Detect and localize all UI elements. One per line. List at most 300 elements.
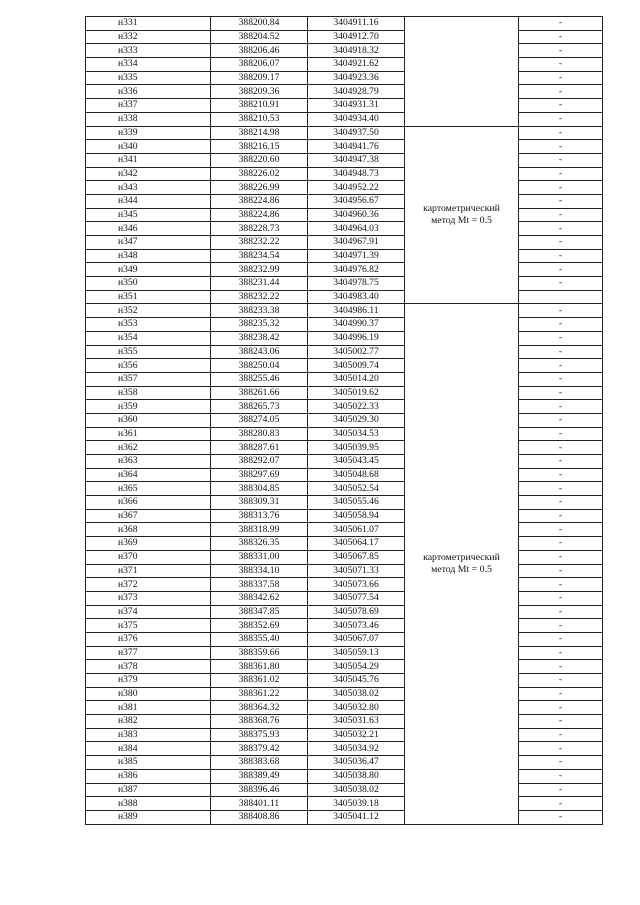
point-name-cell: н349 <box>86 263 211 277</box>
x-coordinate-cell: 388209.36 <box>211 85 308 99</box>
x-coordinate-cell: 388334.10 <box>211 564 308 578</box>
x-coordinate-cell: 388364.32 <box>211 701 308 715</box>
x-coordinate-cell: 388408.86 <box>211 810 308 824</box>
extra-cell: - <box>519 769 603 783</box>
y-coordinate-cell: 3404996.19 <box>308 331 405 345</box>
point-name-cell: н362 <box>86 441 211 455</box>
extra-cell: - <box>519 85 603 99</box>
extra-cell: - <box>519 756 603 770</box>
y-coordinate-cell: 3405041.12 <box>308 810 405 824</box>
y-coordinate-cell: 3404928.79 <box>308 85 405 99</box>
table-row <box>86 797 603 811</box>
table-row <box>86 427 603 441</box>
table-row <box>86 386 603 400</box>
extra-cell: - <box>519 523 603 537</box>
extra-cell: - <box>519 277 603 291</box>
x-coordinate-cell: 388383.68 <box>211 756 308 770</box>
y-coordinate-cell: 3404976.82 <box>308 263 405 277</box>
method-line-1: картометрический <box>423 552 500 563</box>
extra-cell: - <box>519 509 603 523</box>
point-name-cell: н357 <box>86 372 211 386</box>
x-coordinate-cell: 388401.11 <box>211 797 308 811</box>
extra-cell: - <box>519 167 603 181</box>
extra-cell: - <box>519 400 603 414</box>
point-name-cell: н360 <box>86 413 211 427</box>
x-coordinate-cell: 388309.31 <box>211 496 308 510</box>
x-coordinate-cell: 388226.02 <box>211 167 308 181</box>
extra-cell: - <box>519 591 603 605</box>
table-row <box>86 400 603 414</box>
extra-cell: - <box>519 482 603 496</box>
extra-cell: - <box>519 345 603 359</box>
y-coordinate-cell: 3405038.02 <box>308 783 405 797</box>
extra-cell: - <box>519 550 603 564</box>
y-coordinate-cell: 3405039.95 <box>308 441 405 455</box>
table-row <box>86 99 603 113</box>
point-name-cell: н369 <box>86 537 211 551</box>
x-coordinate-cell: 388361.22 <box>211 687 308 701</box>
x-coordinate-cell: 388224.86 <box>211 194 308 208</box>
extra-cell: - <box>519 797 603 811</box>
y-coordinate-cell: 3404934.40 <box>308 112 405 126</box>
point-name-cell: н339 <box>86 126 211 140</box>
y-coordinate-cell: 3404983.40 <box>308 290 405 304</box>
extra-cell: - <box>519 30 603 44</box>
point-name-cell: н334 <box>86 58 211 72</box>
x-coordinate-cell: 388287.61 <box>211 441 308 455</box>
point-name-cell: н333 <box>86 44 211 58</box>
y-coordinate-cell: 3405059.13 <box>308 646 405 660</box>
y-coordinate-cell: 3404912.70 <box>308 30 405 44</box>
y-coordinate-cell: 3405038.02 <box>308 687 405 701</box>
extra-cell: - <box>519 359 603 373</box>
table-row <box>86 359 603 373</box>
table-row <box>86 646 603 660</box>
x-coordinate-cell: 388234.54 <box>211 249 308 263</box>
table-row <box>86 17 603 31</box>
table-row <box>86 509 603 523</box>
point-name-cell: н354 <box>86 331 211 345</box>
table-row <box>86 277 603 291</box>
x-coordinate-cell: 388243.06 <box>211 345 308 359</box>
point-name-cell: н379 <box>86 674 211 688</box>
y-coordinate-cell: 3405054.29 <box>308 660 405 674</box>
table-row <box>86 537 603 551</box>
table-row <box>86 331 603 345</box>
x-coordinate-cell: 388359.66 <box>211 646 308 660</box>
point-name-cell: н344 <box>86 194 211 208</box>
table-row <box>86 208 603 222</box>
table-row <box>86 619 603 633</box>
table-row <box>86 632 603 646</box>
y-coordinate-cell: 3405064.17 <box>308 537 405 551</box>
extra-cell: - <box>519 455 603 469</box>
y-coordinate-cell: 3404941.76 <box>308 140 405 154</box>
point-name-cell: н355 <box>86 345 211 359</box>
y-coordinate-cell: 3404986.11 <box>308 304 405 318</box>
x-coordinate-cell: 388396.46 <box>211 783 308 797</box>
x-coordinate-cell: 388318.99 <box>211 523 308 537</box>
table-row <box>86 728 603 742</box>
extra-cell: - <box>519 222 603 236</box>
y-coordinate-cell: 3404918.32 <box>308 44 405 58</box>
x-coordinate-cell: 388331.00 <box>211 550 308 564</box>
point-name-cell: н383 <box>86 728 211 742</box>
extra-cell: - <box>519 496 603 510</box>
extra-cell: - <box>519 632 603 646</box>
x-coordinate-cell: 388261.66 <box>211 386 308 400</box>
point-name-cell: н348 <box>86 249 211 263</box>
table-row <box>86 304 603 318</box>
x-coordinate-cell: 388228.73 <box>211 222 308 236</box>
extra-cell: - <box>519 413 603 427</box>
y-coordinate-cell: 3405031.63 <box>308 715 405 729</box>
x-coordinate-cell: 388342.62 <box>211 591 308 605</box>
point-name-cell: н373 <box>86 591 211 605</box>
extra-cell: - <box>519 660 603 674</box>
x-coordinate-cell: 388210.91 <box>211 99 308 113</box>
x-coordinate-cell: 388224.86 <box>211 208 308 222</box>
point-name-cell: н374 <box>86 605 211 619</box>
extra-cell: - <box>519 564 603 578</box>
x-coordinate-cell: 388389.49 <box>211 769 308 783</box>
y-coordinate-cell: 3405034.92 <box>308 742 405 756</box>
table-row <box>86 249 603 263</box>
point-name-cell: н371 <box>86 564 211 578</box>
table-row <box>86 783 603 797</box>
y-coordinate-cell: 3405052.54 <box>308 482 405 496</box>
point-name-cell: н342 <box>86 167 211 181</box>
table-row <box>86 58 603 72</box>
point-name-cell: н358 <box>86 386 211 400</box>
method-cell <box>405 17 519 127</box>
point-name-cell: н356 <box>86 359 211 373</box>
x-coordinate-cell: 388216.15 <box>211 140 308 154</box>
extra-cell: - <box>519 701 603 715</box>
y-coordinate-cell: 3405078.69 <box>308 605 405 619</box>
y-coordinate-cell: 3405067.07 <box>308 632 405 646</box>
table-row <box>86 441 603 455</box>
point-name-cell: н335 <box>86 71 211 85</box>
point-name-cell: н365 <box>86 482 211 496</box>
extra-cell: - <box>519 441 603 455</box>
point-name-cell: н368 <box>86 523 211 537</box>
x-coordinate-cell: 388379.42 <box>211 742 308 756</box>
extra-cell: - <box>519 153 603 167</box>
point-name-cell: н346 <box>86 222 211 236</box>
x-coordinate-cell: 388326.35 <box>211 537 308 551</box>
x-coordinate-cell: 388232.22 <box>211 236 308 250</box>
y-coordinate-cell: 3405045.76 <box>308 674 405 688</box>
x-coordinate-cell: 388368.76 <box>211 715 308 729</box>
y-coordinate-cell: 3405073.66 <box>308 578 405 592</box>
table-row <box>86 345 603 359</box>
x-coordinate-cell: 388274.05 <box>211 413 308 427</box>
table-row <box>86 181 603 195</box>
point-name-cell: н363 <box>86 455 211 469</box>
table-row <box>86 455 603 469</box>
extra-cell: - <box>519 263 603 277</box>
y-coordinate-cell: 3405038.80 <box>308 769 405 783</box>
x-coordinate-cell: 388355.40 <box>211 632 308 646</box>
extra-cell: - <box>519 194 603 208</box>
x-coordinate-cell: 388209.17 <box>211 71 308 85</box>
table-row <box>86 112 603 126</box>
point-name-cell: н343 <box>86 181 211 195</box>
table-row <box>86 591 603 605</box>
x-coordinate-cell: 388220.60 <box>211 153 308 167</box>
table-row <box>86 482 603 496</box>
y-coordinate-cell: 3404960.36 <box>308 208 405 222</box>
table-row <box>86 413 603 427</box>
extra-cell: - <box>519 742 603 756</box>
point-name-cell: н386 <box>86 769 211 783</box>
extra-cell: - <box>519 578 603 592</box>
x-coordinate-cell: 388206.07 <box>211 58 308 72</box>
extra-cell: - <box>519 715 603 729</box>
y-coordinate-cell: 3404948.73 <box>308 167 405 181</box>
point-name-cell: н372 <box>86 578 211 592</box>
table-row <box>86 263 603 277</box>
table-row <box>86 85 603 99</box>
table-row <box>86 236 603 250</box>
extra-cell: - <box>519 208 603 222</box>
y-coordinate-cell: 3405014.20 <box>308 372 405 386</box>
extra-cell: - <box>519 181 603 195</box>
table-row <box>86 756 603 770</box>
y-coordinate-cell: 3404967.91 <box>308 236 405 250</box>
method-line-2: метод Mt = 0.5 <box>431 214 492 226</box>
point-name-cell: н389 <box>86 810 211 824</box>
table-row <box>86 769 603 783</box>
method-line-2: метод Mt = 0.5 <box>431 564 492 575</box>
y-coordinate-cell: 3404952.22 <box>308 181 405 195</box>
extra-cell: - <box>519 783 603 797</box>
extra-cell: - <box>519 619 603 633</box>
point-name-cell: н384 <box>86 742 211 756</box>
extra-cell: - <box>519 236 603 250</box>
x-coordinate-cell: 388250.04 <box>211 359 308 373</box>
table-row <box>86 71 603 85</box>
x-coordinate-cell: 388352.69 <box>211 619 308 633</box>
point-name-cell: н331 <box>86 17 211 31</box>
y-coordinate-cell: 3405034.53 <box>308 427 405 441</box>
point-name-cell: н370 <box>86 550 211 564</box>
point-name-cell: н332 <box>86 30 211 44</box>
x-coordinate-cell: 388375.93 <box>211 728 308 742</box>
extra-cell: - <box>519 372 603 386</box>
point-name-cell: н347 <box>86 236 211 250</box>
table-row <box>86 153 603 167</box>
x-coordinate-cell: 388297.69 <box>211 468 308 482</box>
table-row <box>86 126 603 140</box>
point-name-cell: н351 <box>86 290 211 304</box>
point-name-cell: н350 <box>86 277 211 291</box>
coordinates-table-body <box>86 17 603 825</box>
y-coordinate-cell: 3404931.31 <box>308 99 405 113</box>
x-coordinate-cell: 388292.07 <box>211 455 308 469</box>
table-row <box>86 674 603 688</box>
point-name-cell: н361 <box>86 427 211 441</box>
y-coordinate-cell: 3405043.45 <box>308 455 405 469</box>
y-coordinate-cell: 3404921.62 <box>308 58 405 72</box>
y-coordinate-cell: 3404947.38 <box>308 153 405 167</box>
table-row <box>86 742 603 756</box>
y-coordinate-cell: 3404923.36 <box>308 71 405 85</box>
point-name-cell: н380 <box>86 687 211 701</box>
y-coordinate-cell: 3404978.75 <box>308 277 405 291</box>
extra-cell: - <box>519 318 603 332</box>
table-row <box>86 564 603 578</box>
y-coordinate-cell: 3405073.46 <box>308 619 405 633</box>
x-coordinate-cell: 388337.58 <box>211 578 308 592</box>
y-coordinate-cell: 3405077.54 <box>308 591 405 605</box>
extra-cell: - <box>519 58 603 72</box>
extra-cell: - <box>519 386 603 400</box>
point-name-cell: н382 <box>86 715 211 729</box>
extra-cell: - <box>519 605 603 619</box>
point-name-cell: н337 <box>86 99 211 113</box>
point-name-cell: н377 <box>86 646 211 660</box>
point-name-cell: н352 <box>86 304 211 318</box>
extra-cell: - <box>519 331 603 345</box>
y-coordinate-cell: 3405061.07 <box>308 523 405 537</box>
coordinates-table <box>85 16 603 825</box>
extra-cell: - <box>519 112 603 126</box>
point-name-cell: н364 <box>86 468 211 482</box>
point-name-cell: н366 <box>86 496 211 510</box>
point-name-cell: н376 <box>86 632 211 646</box>
table-row <box>86 550 603 564</box>
x-coordinate-cell: 388265.73 <box>211 400 308 414</box>
y-coordinate-cell: 3405055.46 <box>308 496 405 510</box>
point-name-cell: н341 <box>86 153 211 167</box>
y-coordinate-cell: 3404990.37 <box>308 318 405 332</box>
extra-cell: - <box>519 44 603 58</box>
y-coordinate-cell: 3405029.30 <box>308 413 405 427</box>
method-cell <box>405 126 519 304</box>
x-coordinate-cell: 388200.84 <box>211 17 308 31</box>
x-coordinate-cell: 388214.98 <box>211 126 308 140</box>
y-coordinate-cell: 3404911.16 <box>308 17 405 31</box>
extra-cell: - <box>519 126 603 140</box>
x-coordinate-cell: 388347.85 <box>211 605 308 619</box>
table-row <box>86 687 603 701</box>
table-row <box>86 810 603 824</box>
x-coordinate-cell: 388313.76 <box>211 509 308 523</box>
extra-cell: - <box>519 468 603 482</box>
table-row <box>86 44 603 58</box>
x-coordinate-cell: 388235.32 <box>211 318 308 332</box>
method-cell <box>405 304 519 824</box>
extra-cell: - <box>519 71 603 85</box>
point-name-cell: н375 <box>86 619 211 633</box>
extra-cell: - <box>519 674 603 688</box>
extra-cell: - <box>519 810 603 824</box>
x-coordinate-cell: 388361.80 <box>211 660 308 674</box>
point-name-cell: н378 <box>86 660 211 674</box>
y-coordinate-cell: 3404937.50 <box>308 126 405 140</box>
y-coordinate-cell: 3404956.67 <box>308 194 405 208</box>
extra-cell: - <box>519 537 603 551</box>
point-name-cell: н345 <box>86 208 211 222</box>
y-coordinate-cell: 3405032.80 <box>308 701 405 715</box>
extra-cell: - <box>519 646 603 660</box>
point-name-cell: н385 <box>86 756 211 770</box>
extra-cell: - <box>519 99 603 113</box>
table-row <box>86 605 603 619</box>
point-name-cell: н340 <box>86 140 211 154</box>
table-row <box>86 496 603 510</box>
point-name-cell: н367 <box>86 509 211 523</box>
table-row <box>86 701 603 715</box>
table-row <box>86 194 603 208</box>
x-coordinate-cell: 388232.22 <box>211 290 308 304</box>
point-name-cell: н388 <box>86 797 211 811</box>
extra-cell: - <box>519 140 603 154</box>
x-coordinate-cell: 388231.44 <box>211 277 308 291</box>
table-row <box>86 715 603 729</box>
table-row <box>86 523 603 537</box>
x-coordinate-cell: 388280.83 <box>211 427 308 441</box>
y-coordinate-cell: 3405048.68 <box>308 468 405 482</box>
extra-cell: - <box>519 249 603 263</box>
extra-cell: - <box>519 427 603 441</box>
x-coordinate-cell: 388226.99 <box>211 181 308 195</box>
y-coordinate-cell: 3405058.94 <box>308 509 405 523</box>
point-name-cell: н387 <box>86 783 211 797</box>
x-coordinate-cell: 388255.46 <box>211 372 308 386</box>
y-coordinate-cell: 3404964.03 <box>308 222 405 236</box>
point-name-cell: н359 <box>86 400 211 414</box>
extra-cell: - <box>519 304 603 318</box>
table-row <box>86 167 603 181</box>
point-name-cell: н381 <box>86 701 211 715</box>
y-coordinate-cell: 3405019.62 <box>308 386 405 400</box>
extra-cell: - <box>519 728 603 742</box>
table-row <box>86 318 603 332</box>
y-coordinate-cell: 3405022.33 <box>308 400 405 414</box>
y-coordinate-cell: 3405071.33 <box>308 564 405 578</box>
y-coordinate-cell: 3404971.39 <box>308 249 405 263</box>
x-coordinate-cell: 388233.38 <box>211 304 308 318</box>
x-coordinate-cell: 388304.85 <box>211 482 308 496</box>
x-coordinate-cell: 388206.46 <box>211 44 308 58</box>
y-coordinate-cell: 3405036.47 <box>308 756 405 770</box>
point-name-cell: н338 <box>86 112 211 126</box>
x-coordinate-cell: 388210.53 <box>211 112 308 126</box>
table-row <box>86 372 603 386</box>
table-row <box>86 30 603 44</box>
table-row <box>86 290 603 304</box>
y-coordinate-cell: 3405009.74 <box>308 359 405 373</box>
y-coordinate-cell: 3405039.18 <box>308 797 405 811</box>
table-row <box>86 578 603 592</box>
table-row <box>86 660 603 674</box>
y-coordinate-cell: 3405002.77 <box>308 345 405 359</box>
extra-cell: - <box>519 687 603 701</box>
y-coordinate-cell: 3405067.85 <box>308 550 405 564</box>
point-name-cell: н353 <box>86 318 211 332</box>
table-row <box>86 222 603 236</box>
extra-cell: - <box>519 17 603 31</box>
method-line-1: картометрический <box>423 202 500 214</box>
extra-cell <box>519 290 603 304</box>
x-coordinate-cell: 388232.99 <box>211 263 308 277</box>
y-coordinate-cell: 3405032.21 <box>308 728 405 742</box>
x-coordinate-cell: 388238.42 <box>211 331 308 345</box>
table-row <box>86 468 603 482</box>
